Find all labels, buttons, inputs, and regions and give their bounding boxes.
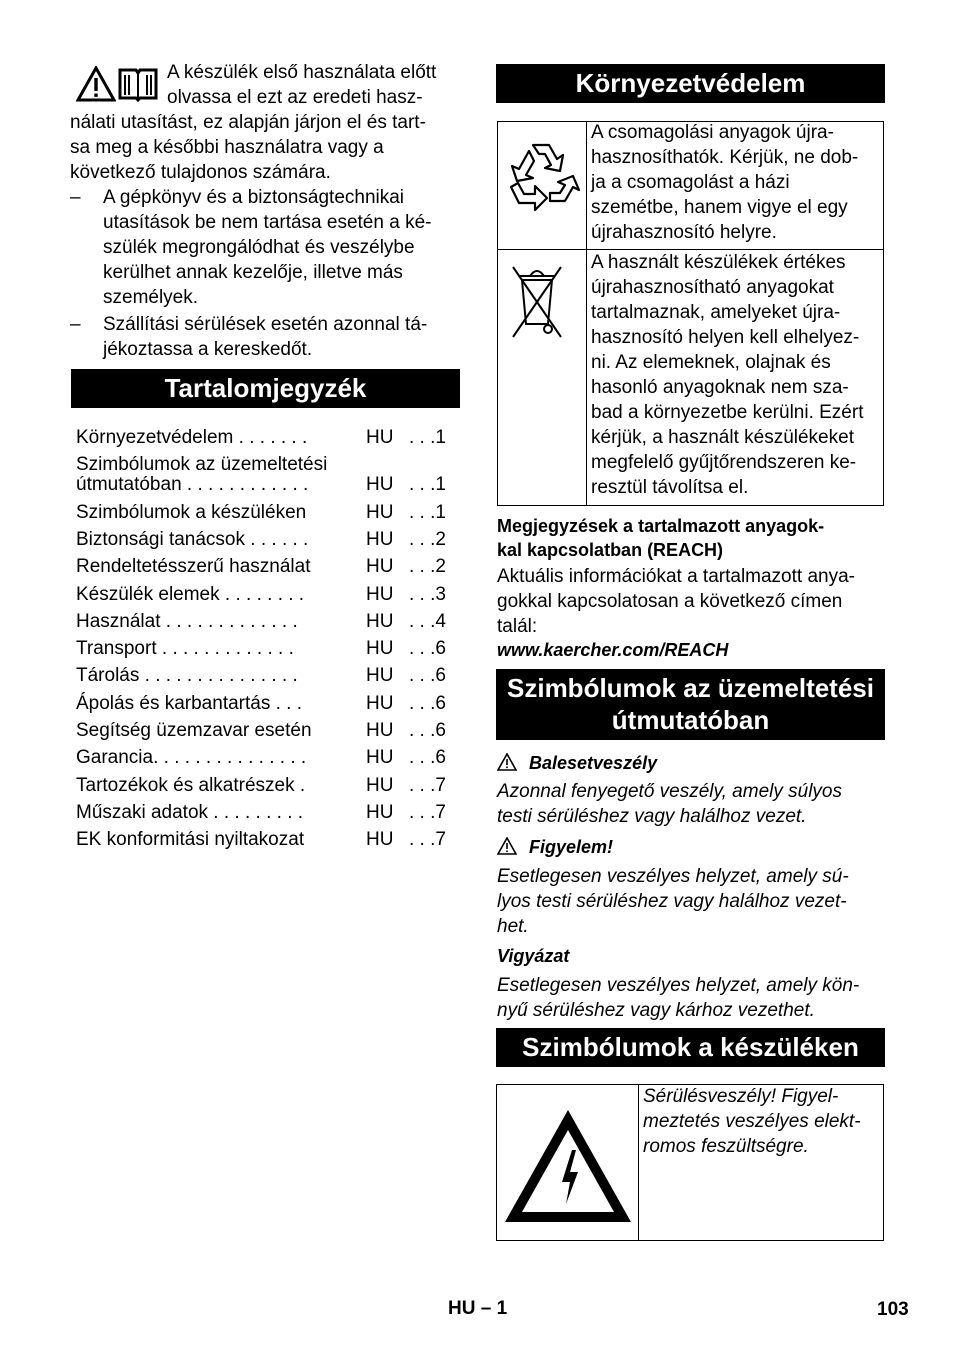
device-table-divider [638,1084,639,1241]
toc-lang: HU [366,474,394,495]
symbols-manual-heading [496,669,885,740]
intro-line: nálati utasítást, ez alapján járjon el és tart- [70,112,426,133]
toc-page: . . .6 [409,638,446,659]
warning-title: Figyelem! [529,837,614,857]
env-row1-line: A csomagolási anyagok újra- [591,122,834,143]
caution-text: nyű sérüléshez vagy kárhoz vezethet. [497,1000,815,1021]
toc-heading: Tartalomjegyzék [71,369,460,408]
bullet-line: Szállítási sérülések esetén azonnal tá- [103,314,428,335]
toc-title: Tárolás . . . . . . . . . . . . . . . [76,665,298,686]
bullet-line: jékoztassa a kereskedőt. [103,339,313,360]
toc-title: Biztonsági tanácsok . . . . . . [76,529,309,550]
intro-line: sa meg a későbbi használatra vagy a [70,137,384,158]
toc-title: Szimbólumok a készüléken [76,502,307,523]
intro-line: olvassa el ezt az eredeti hasz- [167,87,423,108]
warning-text: Esetlegesen veszélyes helyzet, amely sú- [497,866,849,887]
toc-title: Szimbólumok az üzemeltetési [76,454,328,475]
toc-title: Segítség üzemzavar esetén [76,720,312,741]
toc-page: . . .6 [409,720,446,741]
env-row2-line: hasonló anyagoknak nem sza- [591,377,849,398]
toc-lang: HU [366,775,394,796]
env-row2-line: megfelelő gyűjtőrendszeren ke- [591,452,857,473]
env-table-divider [586,121,587,506]
toc-lang: HU [366,556,394,577]
toc-lang: HU [366,427,394,448]
toc-title: Rendeltetésszerű használat [76,556,311,577]
toc-lang: HU [366,502,394,523]
env-row1-line: újrahasznosító helyre. [591,222,777,243]
reach-body: Aktuális információkat a tartalmazott anya- [497,566,855,587]
danger-title: Balesetveszély [529,753,658,773]
intro-line: A készülék első használata előtt [167,62,437,83]
toc-lang: HU [366,611,394,632]
caution-title: Vigyázat [497,946,570,966]
toc-title: Használat . . . . . . . . . . . . . [76,611,298,632]
warning-icon [497,753,517,771]
toc-page: . . .4 [409,611,446,632]
reach-body: gokkal kapcsolatosan a következő címen [497,591,843,612]
toc-page: . . .6 [409,665,446,686]
toc-page: . . .7 [409,775,446,796]
heading-line: Szimbólumok az üzemeltetési [507,673,874,703]
reach-link[interactable]: www.kaercher.com/REACH [497,640,729,660]
bullet-line: személyek. [103,287,199,308]
intro-line: következő tulajdonos számára. [70,162,331,183]
bullet-dash: – [70,314,81,335]
caution-text: Esetlegesen veszélyes helyzet, amely kön- [497,975,860,996]
toc-lang: HU [366,584,394,605]
env-row1-line: hasznosíthatók. Kérjük, ne dob- [591,147,859,168]
toc-lang: HU [366,829,394,850]
toc-lang: HU [366,529,394,550]
reach-title: Megjegyzések a tartalmazott anyagok- [497,516,825,536]
reach-body: talál: [497,616,538,637]
danger-text: testi sérüléshez vagy halálhoz vezet. [497,806,807,827]
bullet-line: A gépkönyv és a biztonságtechnikai [103,187,405,208]
footer-section: HU – 1 [448,1298,508,1319]
device-symbol-text: Sérülésveszély! Figyel- [643,1086,839,1107]
toc-title: útmutatóban . . . . . . . . . . . . [76,474,309,495]
toc-page: . . .3 [409,584,446,605]
env-row2-line: tartalmaznak, amelyeket újra- [591,302,841,323]
toc-lang: HU [366,638,394,659]
warning-icon [76,66,116,102]
env-row1-line: szemétbe, hanem vigye el egy [591,197,848,218]
env-row2-line: kérjük, a használt készülékeket [591,427,854,448]
bullet-line: kerülhet annak kezelője, illetve más [103,262,403,283]
env-row2-line: bad a környezetbe kerülni. Ezért [591,402,864,423]
env-row2-line: ni. Az elemeknek, olajnak és [591,352,831,373]
toc-page: . . .1 [409,427,446,448]
env-row2-line: A használt készülékek értékes [591,252,846,273]
symbols-device-heading: Szimbólumok a készüléken [496,1028,885,1067]
toc-title: Ápolás és karbantartás . . . [76,693,303,714]
toc-title: Környezetvédelem . . . . . . . [76,427,308,448]
toc-title: Garancia. . . . . . . . . . . . . . . [76,747,307,768]
env-row1-line: ja a csomagolást a házi [591,172,790,193]
toc-title: Transport . . . . . . . . . . . . . [76,638,294,659]
toc-page: . . .7 [409,802,446,823]
danger-text: Azonnal fenyegető veszély, amely súlyos [497,781,842,802]
toc-lang: HU [366,802,394,823]
reach-title: kal kapcsolatban (REACH) [497,540,724,560]
device-symbol-text: romos feszültségre. [643,1136,809,1157]
env-row2-line: újrahasznosítható anyagokat [591,277,834,298]
toc-page: . . .6 [409,747,446,768]
bullet-line: szülék megrongálódhat és veszélybe [103,237,415,258]
recycle-icon [505,135,581,215]
crossed-bin-icon [510,262,564,342]
toc-page: . . .2 [409,556,446,577]
toc-title: Készülék elemek . . . . . . . . [76,584,305,605]
high-voltage-icon [502,1106,634,1226]
toc-page: . . .1 [409,502,446,523]
toc-lang: HU [366,747,394,768]
toc-page: . . .7 [409,829,446,850]
toc-page: . . .1 [409,474,446,495]
env-heading: Környezetvédelem [496,64,885,103]
manual-book-icon [117,66,159,102]
toc-lang: HU [366,720,394,741]
heading-line: útmutatóban [611,705,770,735]
warning-text: het. [497,916,529,937]
toc-page: . . .2 [409,529,446,550]
toc-page: . . .6 [409,693,446,714]
toc-lang: HU [366,693,394,714]
toc-title: Tartozékok és alkatrészek . [76,775,306,796]
page-number: 103 [877,1299,909,1320]
toc-lang: HU [366,665,394,686]
toc-title: EK konformitási nyiltakozat [76,829,305,850]
env-row2-line: hasznosító helyen kell elhelyez- [591,327,860,348]
warning-text: lyos testi sérüléshez vagy halálhoz vezet- [497,891,847,912]
bullet-dash: – [70,187,81,208]
toc-title: Műszaki adatok . . . . . . . . . [76,802,304,823]
bullet-line: utasítások be nem tartása esetén a ké- [103,212,432,233]
device-symbol-text: meztetés veszélyes elekt- [643,1111,861,1132]
warning-icon [497,837,517,855]
env-row2-line: resztül távolítsa el. [591,477,749,498]
